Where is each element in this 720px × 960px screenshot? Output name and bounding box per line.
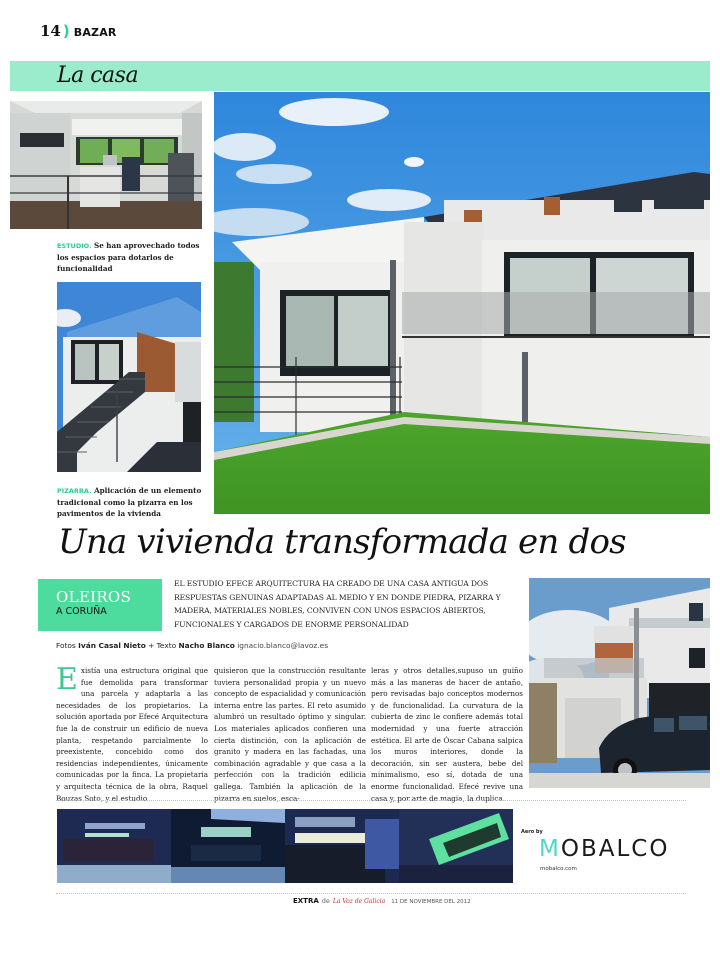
photo-main bbox=[214, 92, 710, 514]
body-text: quisieron que la construcción resultante tuviera personalidad propia y un nuevo concepto de espacialidad y comunicación interna entre las partes. El reto asumido alumbró un resultado óptimo y singular. Los materiales aplicados confieren una cierta distinción, con la aplicación de granito y madera en las fachadas, una combinación agradable y que casa a la perfección con la tradición edilicia gallega. También la aplicación de la pizarra en suelos, esca- bbox=[214, 666, 366, 803]
body-text: xistía una estructura original que fue demolida para transformar una parcela y adaptarla a las necesidades de los propietarios. La solución aportada por Efecé Arquitectura fue la de construir un edificio de nueva planta, respetando parcialmente lo preexistente, concebido como dos residencias independientes, únicamente comunicadas por la finca. La propietaria y arquitecta técnica de la obra, Raquel Bouzas Soto, y el estudio bbox=[56, 666, 208, 803]
section-title: La casa bbox=[57, 63, 139, 88]
ad-tagline: Aero by bbox=[521, 829, 543, 835]
photo-estudio bbox=[10, 101, 202, 229]
dropcap: E bbox=[56, 662, 78, 697]
page-folio bbox=[40, 22, 117, 40]
body-text: leras y otros detalles,supuso un guiño más a las maneras de hacer de antaño, pero revisadas bajo conceptos modernos y de funcionalidad. La curvatura de la cubierta de zinc le confiere además total modernidad y una fuerte atracción estética. El arte de Óscar Cabana salpica los muros interiores, donde la decoración, sin ser austera, bebe del minimalismo, eso sí, dotada de una enorme funcionalidad. Efecé revive una casa y, por arte de magia, la duplica. bbox=[371, 666, 523, 803]
footer-extra: EXTRA bbox=[293, 897, 319, 905]
body-column-2 bbox=[214, 665, 366, 804]
ad-panel-kitchen-2 bbox=[171, 809, 285, 883]
footer-de: de bbox=[321, 897, 330, 905]
footer-newspaper: La Voz de Galicia bbox=[332, 898, 386, 905]
footer-date: 11 DE NOVIEMBRE DEL 2012 bbox=[391, 899, 471, 905]
ad-url[interactable]: mobalco.com bbox=[540, 866, 577, 872]
ad-image-strip[interactable] bbox=[57, 809, 513, 883]
ad-panel-kitchen-4 bbox=[399, 809, 513, 883]
ad-panel-kitchen-1 bbox=[57, 809, 171, 883]
caption-text: Aplicación de un elemento tradicional como la pizarra en los pavimentos de la vivienda bbox=[57, 486, 202, 518]
byline-separator: + Texto bbox=[145, 641, 179, 650]
byline-author: Nacho Blanco bbox=[178, 641, 235, 650]
caption-tag: PIZARRA. bbox=[57, 487, 92, 495]
page-number: 14 bbox=[40, 22, 61, 40]
article-lede: EL ESTUDIO EFECE ARQUITECTURA HA CREADO DE UNA CASA ANTIGUA DOS RESPUESTAS GENUINAS ADAPTADAS AL MEDIO Y EN DONDE PIEDRA, PIZARRA Y MADERA, MATERIALES NOBLES, CONVIVEN CON UNOS ESPACIOS ABIERTOS, FUNCIONALES Y CARGADOS DE ENORME PERSONALIDAD bbox=[174, 579, 501, 629]
caption-text: Se han aprovechado todos los espacios para dotarlos de funcionalidad bbox=[57, 241, 200, 273]
section-name: BAZAR bbox=[73, 26, 117, 39]
caption-estudio bbox=[57, 240, 202, 274]
divider-rule bbox=[56, 800, 686, 801]
byline-photographer: Iván Casal Nieto bbox=[78, 641, 146, 650]
folio-bracket: ) bbox=[62, 22, 70, 40]
byline-email[interactable]: ignacio.blanco@lavoz.es bbox=[234, 641, 329, 650]
photo-street bbox=[529, 578, 710, 788]
caption-tag: ESTUDIO. bbox=[57, 242, 92, 250]
article-headline: Una vivienda transformada en dos bbox=[58, 522, 626, 562]
body-column-1 bbox=[56, 662, 208, 804]
ad-panel-kitchen-3 bbox=[285, 809, 399, 883]
ad-brand-block[interactable] bbox=[518, 808, 698, 884]
body-column-3 bbox=[371, 665, 523, 804]
page-footer bbox=[293, 897, 471, 905]
location-city: OLEIROS bbox=[56, 588, 132, 606]
location-region: A CORUÑA bbox=[56, 606, 107, 617]
photo-pizarra bbox=[57, 282, 201, 472]
caption-pizarra bbox=[57, 485, 202, 519]
location-box bbox=[38, 579, 162, 631]
byline-photos-label: Fotos bbox=[56, 641, 79, 650]
byline bbox=[56, 641, 328, 650]
brand-logo: MOBALCO bbox=[539, 836, 670, 862]
footer-rule bbox=[56, 893, 686, 894]
